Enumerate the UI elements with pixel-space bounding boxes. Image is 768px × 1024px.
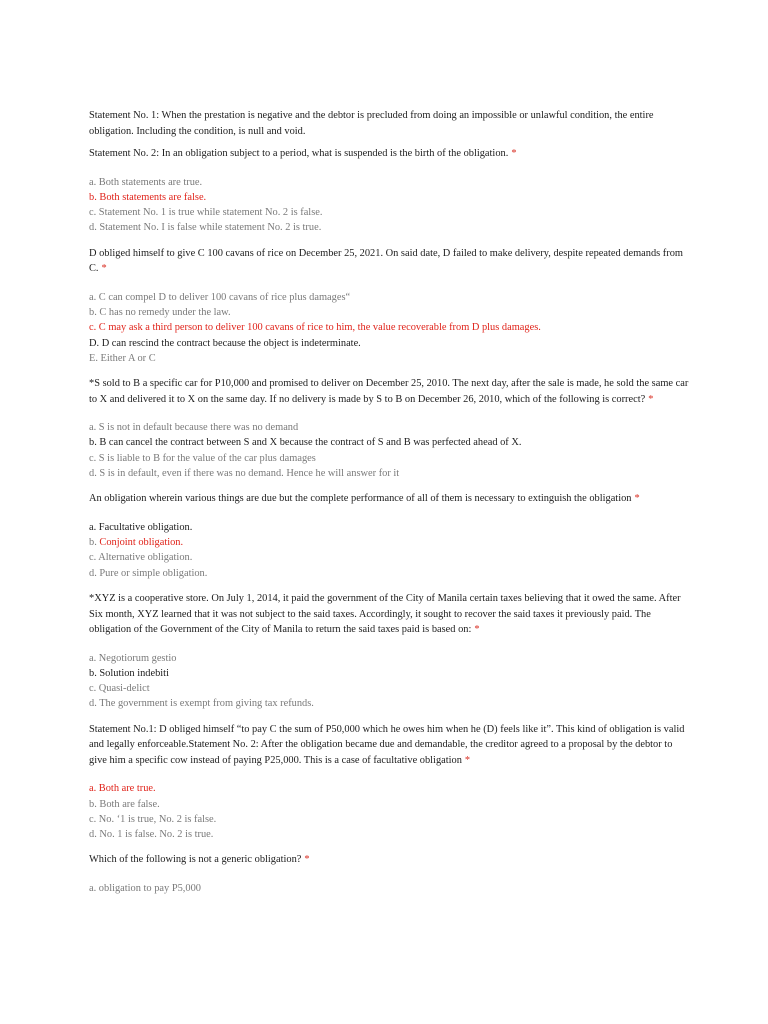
question-text xyxy=(89,246,689,277)
quiz-document xyxy=(89,108,689,896)
choice-b[interactable]: b. C has no remedy under the law. xyxy=(89,306,231,318)
choice-c[interactable]: c. Statement No. 1 is true while statement No. 2 is false. xyxy=(89,207,323,219)
answer-choices xyxy=(89,520,689,581)
choice-label: Conjoint obligation. xyxy=(99,537,184,549)
choice-c[interactable]: c. Alternative obligation. xyxy=(89,552,193,564)
question-text xyxy=(89,146,689,162)
question-label: Statement No. 2: In an obligation subject to a period, what is suspended is the birth of the obligation. xyxy=(89,148,509,159)
choice-a[interactable]: a. Facultative obligation. xyxy=(89,521,193,533)
question-text xyxy=(89,376,689,407)
choice-prefix: b. xyxy=(89,537,100,549)
question-label: Statement No.1: D obliged himself “to pay C the sum of P50,000 which he owes him when he (D) feels like it”. This kind of obligation is valid and legally enforceable.Statement No. 2: After the obligation became due and demandable, the creditor agreed to a proposal by the debtor to give him a specific cow instead of paying P25,000. This is a case of facultative obligation xyxy=(89,723,685,766)
required-asterisk: * xyxy=(648,393,654,405)
answer-choices xyxy=(89,420,689,481)
question-label: An obligation wherein various things are due but the complete performance of all of them is necessary to extinguish the obligation xyxy=(89,493,632,505)
required-asterisk: * xyxy=(304,854,310,866)
choice-a[interactable]: a. S is not in default because there was no demand xyxy=(89,422,299,434)
answer-choices xyxy=(89,651,689,712)
answer-choices xyxy=(89,175,689,236)
choice-d[interactable]: d. The government is exempt from giving tax refunds. xyxy=(89,698,314,710)
required-asterisk: * xyxy=(464,754,471,766)
question-text xyxy=(89,852,689,868)
choice-a[interactable]: a. obligation to pay P5,000 xyxy=(89,882,201,894)
choice-a[interactable]: a. Both statements are true. xyxy=(89,176,203,188)
question-text xyxy=(89,491,689,507)
question-label: *XYZ is a cooperative store. On July 1, 2014, it paid the government of the City of Manila certain taxes believing that it owed the same. After Six month, XYZ learned that it was not subject to the said taxes. Accordingly, it sought to recover the said taxes it previously paid. The obligation of the Government of the City of Manila to return the said taxes paid is based on: xyxy=(89,593,681,636)
choice-c[interactable]: c. No. ‘1 is true, No. 2 is false. xyxy=(89,813,217,825)
choice-b[interactable]: b. Both statements are false. xyxy=(89,191,207,203)
statement-text: Statement No. 1: When the prestation is negative and the debtor is precluded from doing an impossible or unlawful condition, the entire obligation. Including the condition, is null and void. xyxy=(89,110,654,137)
required-asterisk: * xyxy=(474,624,480,636)
question-text xyxy=(89,722,689,769)
question-label: *S sold to B a specific car for P10,000 and promised to deliver on December 25, 2010. The next day, after the sale is made, he sold the same car to X and delivered it to X on the same day. If no delivery is made by S to B on December 26, 2010, which of the following is correct? xyxy=(89,378,689,405)
question-label: Which of the following is not a generic obligation? xyxy=(89,854,302,866)
choice-d[interactable]: d. S is in default, even if there was no demand. Hence he will answer for it xyxy=(89,468,400,480)
choice-b[interactable]: b. Solution indebiti xyxy=(89,667,169,679)
choice-c[interactable]: c. S is liable to B for the value of the car plus damages xyxy=(89,452,316,464)
question-text xyxy=(89,591,689,638)
choice-b[interactable]: b. Both are false. xyxy=(89,798,160,810)
choice-d[interactable]: d. Pure or simple obligation. xyxy=(89,567,208,579)
choice-a[interactable]: a. C can compel D to deliver 100 cavans of rice plus damages“ xyxy=(89,291,351,303)
choice-b[interactable]: b. B can cancel the contract between S and X because the contract of S and B was perfected ahead of X. xyxy=(89,437,522,449)
choice-d[interactable]: d. Statement No. I is false while statement No. 2 is true. xyxy=(89,222,322,234)
answer-choices xyxy=(89,881,689,896)
choice-d[interactable]: D. D can rescind the contract because the object is indeterminate. xyxy=(89,337,361,349)
required-asterisk: * xyxy=(634,493,640,505)
choice-c[interactable]: c. C may ask a third person to deliver 100 cavans of rice to him, the value recoverable from D plus damages. xyxy=(89,322,541,334)
choice-c[interactable]: c. Quasi-delict xyxy=(89,683,150,695)
choice-d[interactable]: d. No. 1 is false. No. 2 is true. xyxy=(89,829,214,841)
choice-a[interactable]: a. Both are true. xyxy=(89,783,156,795)
question-label: D obliged himself to give C 100 cavans of rice on December 25, 2021. On said date, D failed to make delivery, despite repeated demands from C. xyxy=(89,247,684,275)
choice-e[interactable]: E. Either A or C xyxy=(89,352,156,364)
answer-choices xyxy=(89,781,689,842)
required-asterisk: * xyxy=(101,263,107,275)
choice-a[interactable]: a. Negotiorum gestio xyxy=(89,652,177,664)
answer-choices xyxy=(89,290,689,366)
required-asterisk: * xyxy=(511,148,517,159)
choice-b[interactable] xyxy=(89,535,689,550)
